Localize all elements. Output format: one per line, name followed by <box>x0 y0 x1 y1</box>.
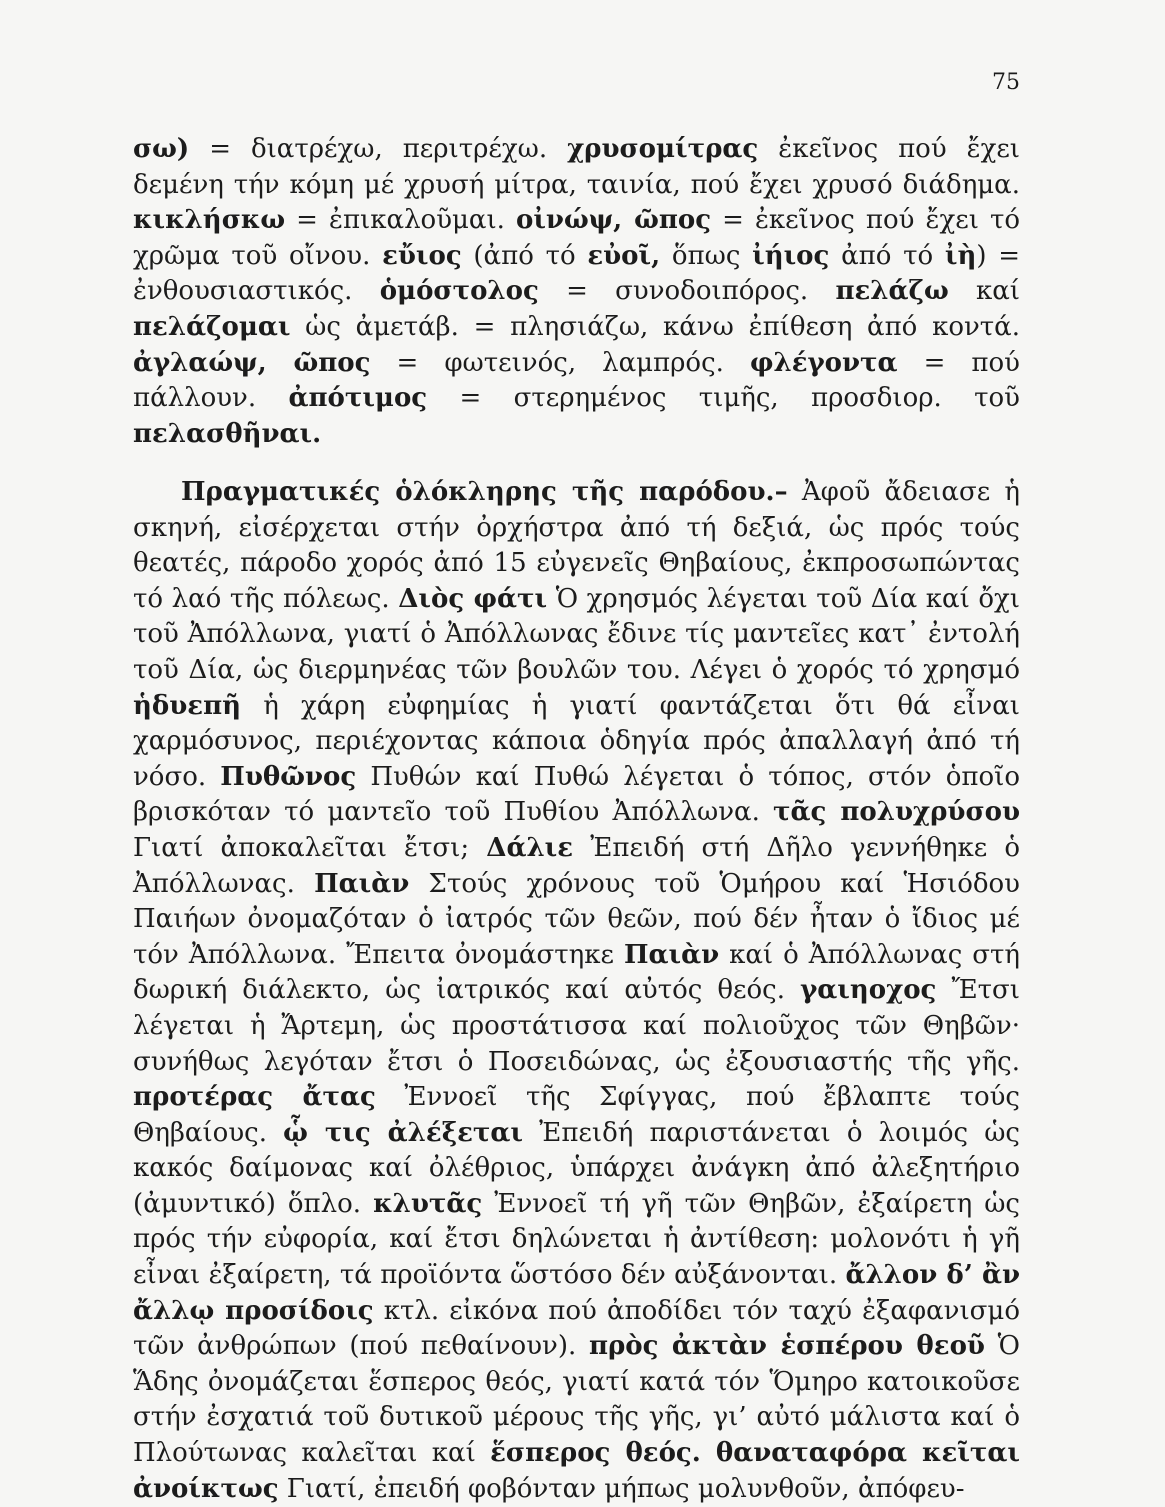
headword: Διὸς φάτι <box>398 583 548 614</box>
page-number: 75 <box>992 70 1020 95</box>
headword: ἀγλαώψ, ῶπος <box>133 347 371 378</box>
text-run: = ἐπικαλοῦμαι. <box>285 205 516 236</box>
text-run: ὅπως <box>660 240 753 271</box>
text-run: Στούς χρόνους τοῦ Ὁμήρου καί Ἡσιόδου Παιήων ὀνομαζόταν ὁ ἰατρός τῶν θεῶν, πού δέν ἦταν ὁ ἴδιος μέ τόν Ἀπόλλωνα. Ἔπειτα ὀνομάστηκε <box>133 868 1020 970</box>
headword: ᾧ τις ἀλέξεται <box>283 1117 523 1148</box>
text-run: Πυθών καί Πυθώ λέγεται ὁ τόπος, στόν ὁποῖο βρισκόταν τό μαντεῖο τοῦ Πυθίου Ἀπόλλωνα. <box>133 761 1021 828</box>
text-run: ὡς ἀμετάβ. = πλησιάζω, κάνω ἐπίθεση ἀπό κοντά. <box>290 311 1020 342</box>
text-run: = πού πάλλουν. <box>133 347 1020 414</box>
text-run: Ἐπειδή στή Δῆλο γεννήθηκε ὁ Ἀπόλλωνας. <box>133 832 1021 899</box>
text-run: Ἀφοῦ ἄδειασε ἡ σκηνή, εἰσέρχεται στήν ὀρχήστρα ἀπό τή δεξιά, ὡς πρός τούς θεατές, πάροδο χορός ἀπό 15 εὐγενεῖς Θηβαίους, ἐκπροσωπώντας τό λαό τῆς πόλεως. <box>133 477 1020 614</box>
headword: Πυθῶνος <box>220 761 357 792</box>
headword: κικλήσκω <box>133 205 286 236</box>
text-run: καί <box>948 276 1020 307</box>
headword: Παιὰν <box>314 868 410 899</box>
commentary-paragraph <box>133 475 1020 1507</box>
text-run: ἡ χάρη εὐφημίας ἡ γιατί φαντάζεται ὅτι θά εἶναι χαρμόσυνος, περιέχοντας κάποια ὁδηγία πρός ἀπαλλαγή ἀπό τή νόσο. <box>133 690 1020 792</box>
text-run: (ἀπό τό <box>461 240 588 271</box>
text-run: Ἐπειδή παριστάνεται ὁ λοιμός ὡς κακός δαίμονας καί ὀλέθριος, ὑπάρχει ἀνάγκη ἀπό ἀλεξητήριο (ἀμυντικό) ὅπλο. <box>133 1117 1020 1219</box>
text-run: Γιατί ἀποκαλεῖται ἔτσι; <box>133 832 487 863</box>
paragraph <box>133 132 1020 452</box>
text-run: ) = ἐνθουσιαστικός. <box>133 240 1020 307</box>
headword: οἰνώψ, ῶπος <box>515 205 712 236</box>
text-run: Ἔτσι λέγεται ἡ Ἄρτεμη, ὡς προστάτισσα καί πολιοῦχος τῶν Θηβῶν· συνήθως λεγόταν ἔτσι ὁ Ποσειδώνας, ὡς ἐξουσιαστής τῆς γῆς. <box>133 975 1021 1077</box>
text-run: = διατρέχω, περιτρέχω. <box>189 134 568 164</box>
glossary-paragraph <box>133 132 1020 452</box>
headword: εὐοῖ, <box>587 240 661 271</box>
headword: γαιηοχος <box>800 975 937 1006</box>
headword: πρὸς ἀκτὰν ἑσπέρου θεοῦ <box>588 1331 985 1362</box>
headword: ἕσπερος θεός. θαναταφόρα κεῖται ἀνοίκτως <box>133 1438 1020 1504</box>
paragraph <box>133 475 1020 1507</box>
text-run: ἐκεῖνος πού ἔχει δεμένη τήν κόμη μέ χρυσή μίτρα, ταινία, πού ἔχει χρυσό διάδημα. <box>133 134 1020 200</box>
text-run: ἀπό τό <box>829 240 945 271</box>
headword: χρυσομίτρας <box>567 134 759 164</box>
text-run: Ἐννοεῖ τῆς Σφίγγας, πού ἔβλαπτε τούς Θηβαίους. <box>133 1082 1020 1148</box>
headword: Πραγματικές ὁλόκληρης τῆς παρόδου.– <box>181 477 788 507</box>
text-run: Ὁ Ἅδης ὀνομάζεται ἕσπερος θεός, γιατί κατά τόν Ὅμηρο κατοικοῦσε στήν ἐσχατιά τοῦ δυτικοῦ μέρους τῆς γῆς, γι’ αὐτό μάλιστα καί ὁ Πλούτωνας καλεῖται καί <box>133 1331 1020 1469</box>
headword: πελάζω <box>835 276 949 307</box>
headword: τᾶς πολυχρύσου <box>773 797 1020 828</box>
headword: κλυτᾶς <box>373 1188 483 1219</box>
headword: σω) <box>133 134 190 164</box>
headword: εὔιος <box>382 240 462 271</box>
headword: Δάλιε <box>486 832 574 863</box>
text-run: Ὁ χρησμός λέγεται τοῦ Δία καί ὄχι τοῦ Ἀπόλλωνα, γιατί ὁ Ἀπόλλωνας ἔδινε τίς μαντεῖες κατ᾽ ἐντολή τοῦ Δία, ὡς διερμηνέας τῶν βουλῶν του. Λέγει ὁ χορός τό χρησμό <box>133 583 1020 685</box>
headword: Παιὰν <box>623 939 720 970</box>
text-run: κτλ. εἰκόνα πού ἀποδίδει τόν ταχύ ἐξαφανισμό τῶν ἀνθρώπων (πού πεθαίνουν). <box>133 1295 1020 1362</box>
text-run: καί ὁ Ἀπόλλωνας στή δωρική διάλεκτο, ὡς ἰατρικός καί αὐτός θεός. <box>133 939 1020 1006</box>
headword: πελασθῆναι. <box>133 418 322 449</box>
text-run: Ἐννοεῖ τή γῆ τῶν Θηβῶν, ἐξαίρετη ὡς πρός τήν εὐφορία, καί ἔτσι δηλώνεται ἡ ἀντίθεση: μολονότι ἡ γῆ εἶναι ἐξαίρετη, τά προϊόντα ὥστόσο δέν αὐξάνονται. <box>133 1188 1020 1291</box>
headword: ἡδυεπῆ <box>133 690 242 721</box>
headword: προτέρας ἄτας <box>133 1082 376 1113</box>
text-run: = στερημένος τιμῆς, προσδιορ. τοῦ <box>427 383 1020 414</box>
headword: ἰήιος <box>752 240 830 271</box>
headword: ἀπότιμος <box>288 383 428 414</box>
headword: ὁμόστολος <box>379 276 539 307</box>
headword: πελάζομαι <box>133 311 291 342</box>
text-run: = φωτεινός, λαμπρός. <box>370 347 750 378</box>
headword: φλέγοντα <box>749 347 898 378</box>
text-run: = ἐκεῖνος πού ἔχει τό χρῶμα τοῦ οἴνου. <box>133 205 1020 271</box>
headword: ἰὴ <box>944 240 977 271</box>
text-run: = συνοδοιπόρος. <box>538 276 836 307</box>
headword: ἄλλον δ’ ἂν ἄλλῳ προσίδοις <box>133 1260 1020 1326</box>
text-run: Γιατί, ἐπειδή φοβόνταν μήπως μολυνθοῦν, ἀπόφευ- <box>278 1473 965 1504</box>
